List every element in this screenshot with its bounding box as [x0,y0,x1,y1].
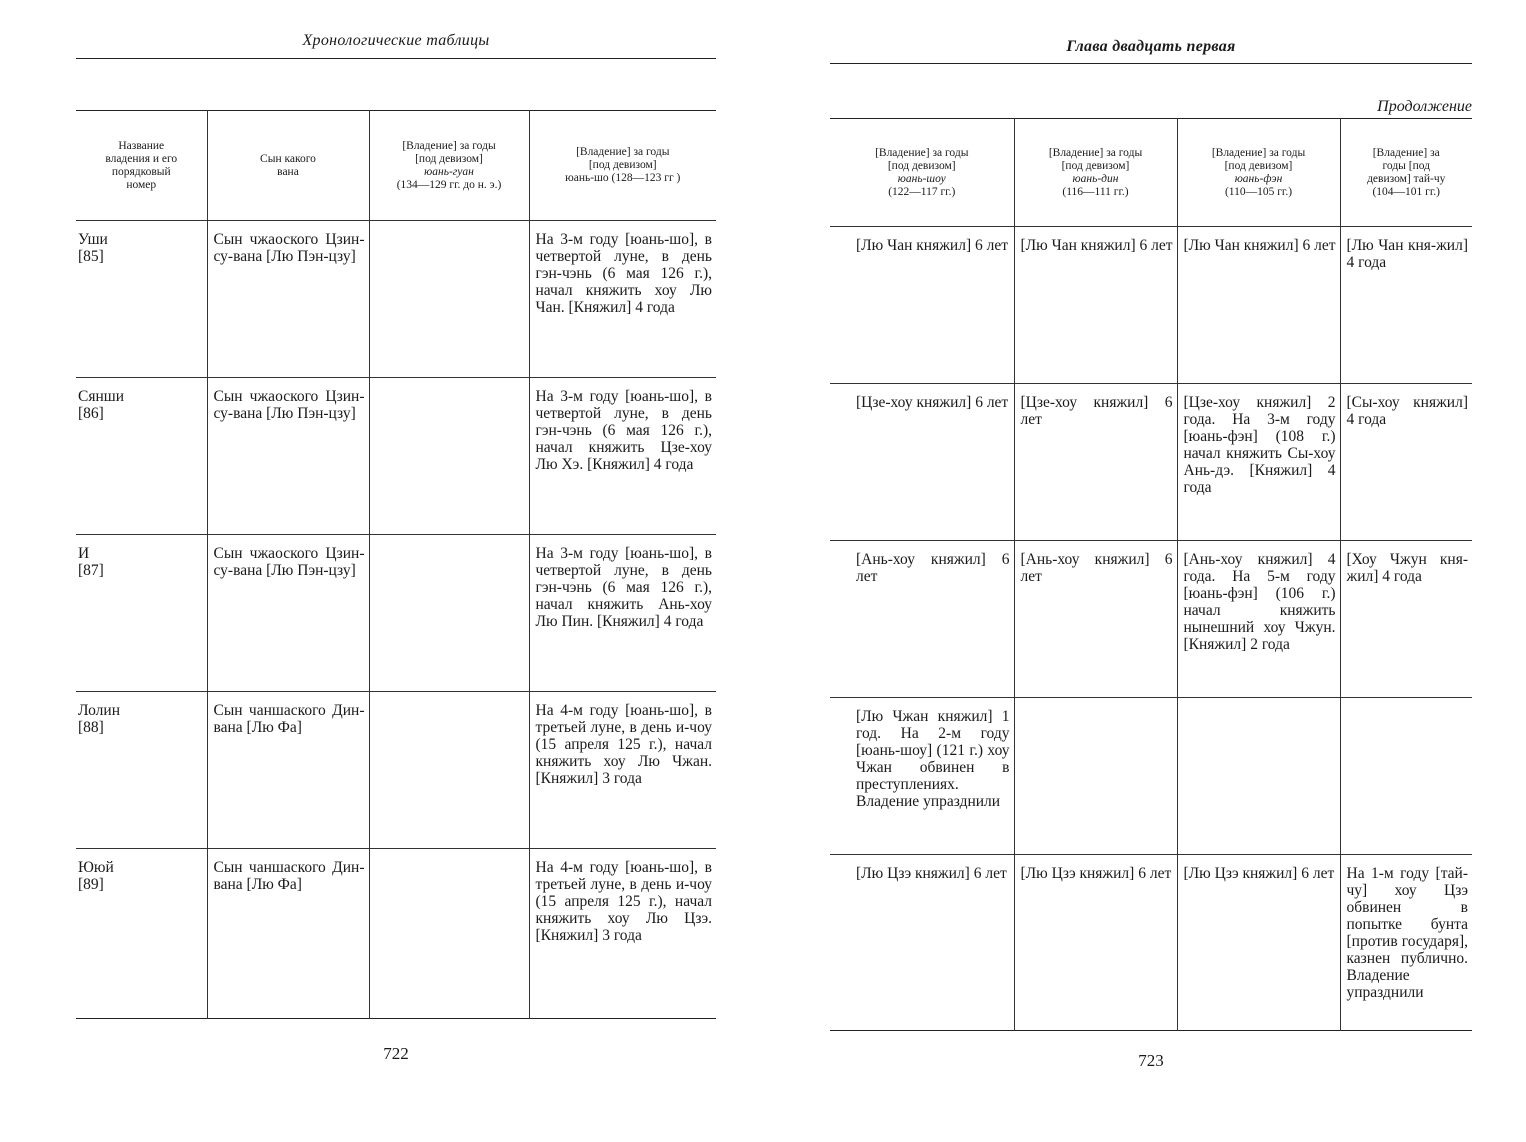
yuanshuo-cell: На 4-м году [юань-шо], в третьей луне, в день и-чоу (15 апреля 125 г.), начал княжить хоу Лю Чжан. [Княжил] 3 года [529,692,716,849]
yuanguang-cell [369,221,529,378]
yuanshou-cell: [Цзе-хоу княжил] 6 лет [856,394,1009,411]
taichu-cell: [Сы-хоу княжил] 4 года [1340,384,1472,541]
table-row [76,692,716,849]
taichu-cell: [Хоу Чжун кня-жил] 4 года [1340,541,1472,698]
column-header-yuanding: [Владение] за годы [под девизом] юань-дин (116—111 гг.) [1014,119,1177,227]
page-number: 723 [1138,1051,1164,1070]
yuanguang-cell [369,692,529,849]
yuanding-cell [1014,698,1177,855]
yuanshou-cell: [Лю Цзэ княжил] 6 лет [856,865,1007,882]
chronology-table [830,118,1472,1031]
column-header-yuanfeng: [Владение] за годы [под девизом] юань-фэн (110—105 гг.) [1177,119,1340,227]
yuanfeng-cell: [Цзе-хоу княжил] 2 года. На 3-м году [юань-фэн] (108 г.) начал княжить Сы-хоу Ань-дэ. [Княжил] 4 года [1177,384,1340,541]
holding-name-cell: Ююй [89] [78,859,114,893]
yuanfeng-cell: [Ань-хоу княжил] 4 года. На 5-м году [юань-фэн] (106 г.) начал княжить нынешний хоу Чжун. [Княжил] 2 года [1177,541,1340,698]
yuanshuo-cell: На 4-м году [юань-шо], в третьей луне, в день и-чоу (15 апреля 125 г.), начал княжить хоу Лю Цзэ. [Княжил] 3 года [529,849,716,1019]
yuanding-cell: [Лю Чан княжил] 6 лет [1014,227,1177,384]
table-row [830,541,1472,698]
yuanshuo-cell: На 3-м году [юань-шо], в четвертой луне, в день гэн-чэнь (6 мая 126 г.), начал княжить Ань-хоу Лю Пин. [Княжил] 4 года [529,535,716,692]
table-row [830,855,1472,1031]
yuanfeng-cell: [Лю Цзэ княжил] 6 лет [1177,855,1340,1031]
son-of-cell: Сын чаншаского Дин-вана [Лю Фа] [207,849,369,1019]
yuanfeng-cell: [Лю Чан княжил] 6 лет [1177,227,1340,384]
taichu-cell: На 1-м году [тай-чу] хоу Цзэ обвинен в попытке бунта [против государя], казнен публично. Владение упразднили [1340,855,1472,1031]
table-header-row [76,111,716,221]
yuanding-cell: [Цзе-хоу княжил] 6 лет [1014,384,1177,541]
holding-name-cell: Лолин [88] [78,702,120,736]
yuanding-cell: [Лю Цзэ княжил] 6 лет [1014,855,1177,1031]
column-header-yuanshuo: [Владение] за годы [под девизом] юань-шо (128—123 гг ) [529,111,716,221]
son-of-cell: Сын чаншаского Дин-вана [Лю Фа] [207,692,369,849]
header-rule [76,58,716,59]
yuanding-cell: [Ань-хоу княжил] 6 лет [1014,541,1177,698]
column-header-yuanguang: [Владение] за годы [под девизом] юань-гуан (134—129 гг. до н. э.) [369,111,529,221]
yuanguang-cell [369,535,529,692]
yuanshou-cell: [Лю Чан княжил] 6 лет [856,237,1008,254]
yuanfeng-cell [1177,698,1340,855]
column-header-son-of: Сын какого вана [207,111,369,221]
holding-name-cell: Сянши [86] [78,388,124,422]
son-of-cell: Сын чжаоского Цзин-су-вана [Лю Пэн-цзу] [207,535,369,692]
yuanshou-cell: [Лю Чжан княжил] 1 год. На 2-м году [юань-шоу] (121 г.) хоу Чжан обвинен в преступлениях. Владение упразднили [856,708,1010,810]
holding-name-cell: И [87] [78,545,104,579]
table-row [830,227,1472,384]
holding-name-cell: Уши [85] [78,231,108,265]
running-head: Хронологические таблицы [302,32,490,49]
yuanshou-cell: [Ань-хоу княжил] 6 лет [856,551,1010,585]
taichu-cell: [Лю Чан кня-жил] 4 года [1340,227,1472,384]
yuanshuo-cell: На 3-м году [юань-шо], в четвертой луне, в день гэн-чэнь (6 мая 126 г.), начал княжить Цзе-хоу Лю Хэ. [Княжил] 4 года [529,378,716,535]
table-row [76,535,716,692]
table-header-row [830,119,1472,227]
son-of-cell: Сын чжаоского Цзин-су-вана [Лю Пэн-цзу] [207,221,369,378]
table-row [830,384,1472,541]
continued-label: Продолжение [1377,98,1472,115]
taichu-cell [1340,698,1472,855]
table-row [76,221,716,378]
son-of-cell: Сын чжаоского Цзин-су-вана [Лю Пэн-цзу] [207,378,369,535]
yuanshuo-cell: На 3-м году [юань-шо], в четвертой луне, в день гэн-чэнь (6 мая 126 г.), начал княжить хоу Лю Чан. [Княжил] 4 года [529,221,716,378]
yuanguang-cell [369,849,529,1019]
running-head: Глава двадцать первая [1066,38,1236,55]
header-rule [830,63,1472,64]
column-header-holding: Название владения и его порядковый номер [105,139,178,191]
column-header-yuanshou: [Владение] за годы [под девизом] юань-шоу (122—117 гг.) [875,146,969,198]
yuanguang-cell [369,378,529,535]
column-header-taichu: [Владение] за годы [под девизом] тай-чу (104—101 гг.) [1340,119,1472,227]
chronology-table [76,110,716,1019]
table-row [76,849,716,1019]
table-row [76,378,716,535]
table-row [830,698,1472,855]
page-number: 722 [383,1044,409,1063]
